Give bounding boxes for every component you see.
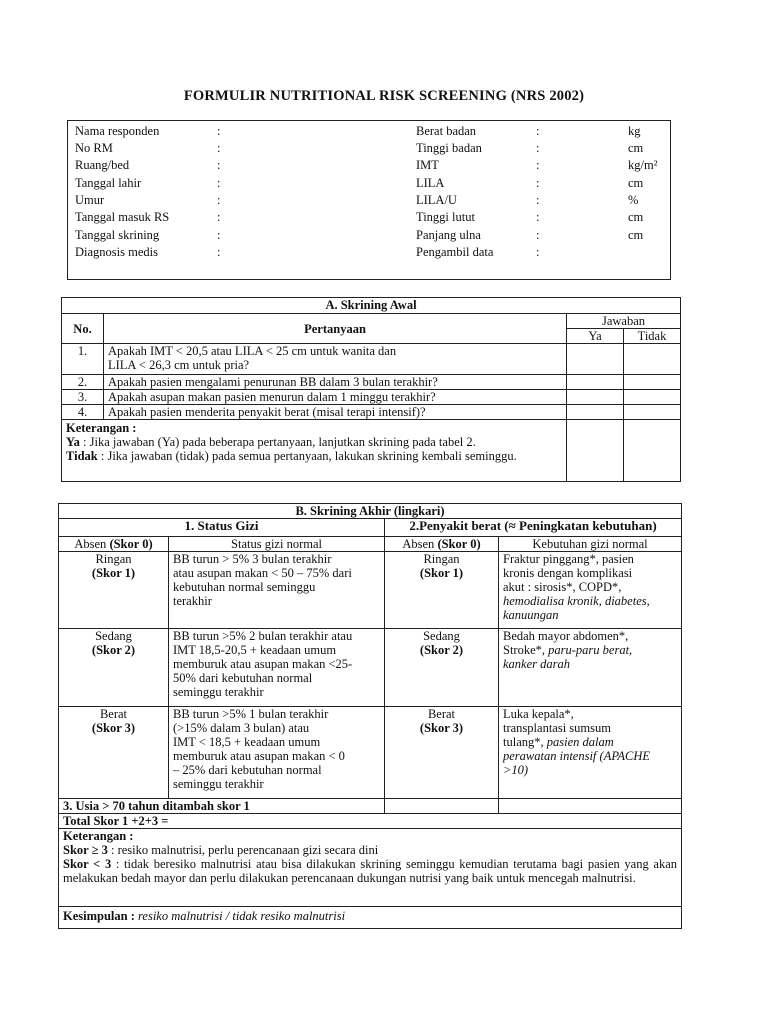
level-score: (Skor 3) (419, 721, 464, 735)
criteria-line: seminggu terakhir (173, 685, 264, 699)
age-empty-cell[interactable] (499, 799, 682, 814)
answer-yes-cell[interactable] (567, 390, 624, 405)
gizi-criteria (169, 707, 385, 799)
level-cell[interactable] (385, 552, 499, 629)
field-label: Diagnosis medis (75, 245, 158, 259)
question-line: Apakah IMT < 20,5 atau LILA < 25 cm untuk wanita dan (108, 344, 397, 358)
question-text: Apakah pasien mengalami penurunan BB dalam 3 bulan terakhir? (104, 375, 567, 390)
question-row (62, 375, 681, 390)
criteria-line: transplantasi sumsum (503, 721, 611, 735)
conclusion-cell (59, 907, 682, 929)
identity-row (68, 227, 670, 244)
col-yes-header: Ya (567, 329, 624, 344)
level-score: (Skor 3) (91, 721, 136, 735)
colon: : (536, 158, 540, 172)
answer-yes-cell[interactable] (567, 375, 624, 390)
score-row (59, 552, 682, 629)
criteria-line: hemodialisa kronik, diabetes, (503, 594, 650, 608)
answer-no-cell[interactable] (624, 390, 681, 405)
total-row (59, 814, 682, 829)
field-label: Ruang/bed (75, 158, 130, 172)
absen-label: Absen (74, 537, 107, 551)
level-cell[interactable] (59, 707, 169, 799)
final-screening-table (58, 503, 682, 929)
level-cell[interactable] (385, 707, 499, 799)
age-row (59, 799, 682, 814)
absen-cell[interactable] (385, 537, 499, 552)
criteria-line: kebutuhan normal seminggu (173, 580, 316, 594)
total-score-label: Total Skor 1 +2+3 = (59, 814, 682, 829)
colon: : (536, 228, 540, 242)
criteria-line: memburuk atau asupan makan <25- (173, 657, 353, 671)
question-text: Apakah pasien menderita penyakit berat (misal terapi intensif)? (104, 405, 567, 420)
note-title: Keterangan : (63, 829, 134, 843)
unit-label: cm (628, 176, 644, 190)
criteria-line: akut : sirosis*, COPD*, (503, 580, 622, 594)
colon: : (217, 245, 221, 259)
criteria-line: tulang*, (503, 735, 544, 749)
age-empty-cell[interactable] (385, 799, 499, 814)
identity-row (68, 244, 670, 261)
absen-gizi: Status gizi normal (169, 537, 385, 552)
criteria-line: 50% dari kebutuhan normal (173, 671, 313, 685)
level-cell[interactable] (59, 552, 169, 629)
level-score: (Skor 2) (91, 643, 136, 657)
level-label: Berat (427, 707, 456, 721)
absen-cell[interactable] (59, 537, 169, 552)
note-ya-text: : Jika jawaban (Ya) pada beberapa pertanyaan, lanjutkan skrining pada tabel 2. (79, 435, 476, 449)
note-text: : resiko malnutrisi, perlu perencanaan gizi secara dini (107, 843, 379, 857)
question-number: 1. (62, 344, 104, 375)
question-text: Apakah asupan makan pasien menurun dalam 1 minggu terakhir? (104, 390, 567, 405)
level-cell[interactable] (59, 629, 169, 707)
field-label: IMT (416, 158, 439, 172)
criteria-line: terakhir (173, 594, 212, 608)
colon: : (217, 141, 221, 155)
col-no-answer-header: Tidak (624, 329, 681, 344)
answer-no-cell[interactable] (624, 375, 681, 390)
colon: : (536, 193, 540, 207)
criteria-line: >10) (503, 763, 529, 777)
gizi-criteria (169, 629, 385, 707)
note-empty-cell (567, 420, 624, 482)
criteria-line: kanker darah (503, 657, 570, 671)
note-empty-cell (624, 420, 681, 482)
status-gizi-heading: 1. Status Gizi (59, 519, 385, 537)
field-label: No RM (75, 141, 113, 155)
criteria-line: pasien dalam (546, 735, 614, 749)
colon: : (217, 228, 221, 242)
absen-score: (Skor 0) (437, 537, 481, 551)
identity-row (68, 123, 670, 140)
penyakit-criteria (499, 629, 682, 707)
unit-label: cm (628, 228, 644, 242)
absen-label: Absen (402, 537, 435, 551)
note-key: Skor < 3 (63, 857, 112, 871)
col-question-header: Pertanyaan (104, 314, 567, 344)
level-score: (Skor 1) (419, 566, 464, 580)
section-b-heading: B. Skrining Akhir (lingkari) (59, 504, 682, 519)
colon: : (536, 210, 540, 224)
answer-no-cell[interactable] (624, 344, 681, 375)
question-row (62, 405, 681, 420)
gizi-criteria (169, 552, 385, 629)
criteria-line: – 25% dari kebutuhan normal (173, 763, 322, 777)
conclusion-label: Kesimpulan : (63, 909, 135, 923)
absen-penyakit: Kebutuhan gizi normal (499, 537, 682, 552)
field-label: Nama responden (75, 124, 160, 138)
criteria-line: IMT 18,5-20,5 + keadaan umum (173, 643, 337, 657)
score-row (59, 629, 682, 707)
field-label: Panjang ulna (416, 228, 481, 242)
section-a-note (62, 420, 567, 482)
penyakit-criteria (499, 707, 682, 799)
note-ya-key: Ya (66, 435, 80, 449)
unit-label: kg/m² (628, 158, 658, 172)
criteria-line: Stroke*, (503, 643, 546, 657)
field-label: Tanggal lahir (75, 176, 142, 190)
colon: : (217, 210, 221, 224)
note-row (59, 829, 682, 907)
colon: : (536, 245, 540, 259)
absen-score: (Skor 0) (109, 537, 153, 551)
initial-screening-table (61, 297, 681, 482)
question-number: 4. (62, 405, 104, 420)
criteria-line: paru-paru berat, (548, 643, 633, 657)
field-label: LILA (416, 176, 445, 190)
criteria-line: BB turun > 5% 3 bulan terakhir (173, 552, 332, 566)
col-answer-header: Jawaban (567, 314, 681, 329)
colon: : (217, 124, 221, 138)
penyakit-berat-heading: 2.Penyakit berat (≈ Peningkatan kebutuhan) (385, 519, 682, 537)
question-number: 3. (62, 390, 104, 405)
question-number: 2. (62, 375, 104, 390)
unit-label: % (628, 193, 639, 207)
note-key: Skor ≥ 3 (63, 843, 108, 857)
level-label: Ringan (423, 552, 460, 566)
field-label: Berat badan (416, 124, 477, 138)
criteria-line: Fraktur pinggang*, pasien (503, 552, 634, 566)
criteria-line: IMT < 18,5 + keadaan umum (173, 735, 321, 749)
conclusion-value: resiko malnutrisi / tidak resiko malnutrisi (138, 909, 346, 923)
level-cell[interactable] (385, 629, 499, 707)
colon: : (536, 141, 540, 155)
answer-yes-cell[interactable] (567, 405, 624, 420)
question-text (104, 344, 567, 375)
colon: : (536, 124, 540, 138)
criteria-line: Luka kepala*, (503, 707, 574, 721)
question-row (62, 390, 681, 405)
colon: : (217, 176, 221, 190)
identity-row (68, 157, 670, 174)
level-label: Ringan (95, 552, 132, 566)
criteria-line: perawatan intensif (APACHE (503, 749, 650, 763)
criteria-line: (>15% dalam 3 bulan) atau (173, 721, 310, 735)
field-label: Tinggi lutut (416, 210, 475, 224)
col-no-header: No. (62, 314, 104, 344)
note-tidak-key: Tidak (66, 449, 98, 463)
field-label: Tinggi badan (416, 141, 482, 155)
note-row (62, 420, 681, 482)
level-label: Berat (99, 707, 128, 721)
field-label: Pengambil data (416, 245, 494, 259)
section-a-heading: A. Skrining Awal (62, 298, 681, 314)
level-score: (Skor 2) (419, 643, 464, 657)
unit-label: kg (628, 124, 641, 138)
question-line: LILA < 26,3 cm untuk pria? (108, 358, 250, 372)
note-title: Keterangan : (66, 421, 137, 435)
criteria-line: seminggu terakhir (173, 777, 264, 791)
criteria-line: atau asupan makan < 50 – 75% dari (173, 566, 352, 580)
conclusion-row (59, 907, 682, 929)
form-title: FORMULIR NUTRITIONAL RISK SCREENING (NRS 2002) (183, 88, 585, 104)
unit-label: cm (628, 141, 644, 155)
answer-yes-cell[interactable] (567, 344, 624, 375)
criteria-line: BB turun >5% 2 bulan terakhir atau (173, 629, 353, 643)
colon: : (536, 176, 540, 190)
criteria-line: memburuk atau asupan makan < 0 (173, 749, 345, 763)
colon: : (217, 158, 221, 172)
field-label: Umur (75, 193, 105, 207)
identity-row (68, 175, 670, 192)
note-text: : tidak beresiko malnutrisi atau bisa dilakukan skrining seminggu kemudian terutama bagi pasien yang akan melakukan bedah mayor dan perlu dilakukan perencanaan dukungan nutrisi yang baik untuk mencegah malnutrisi. (63, 857, 677, 885)
criteria-line: Bedah mayor abdomen*, (503, 629, 629, 643)
penyakit-criteria (499, 552, 682, 629)
colon: : (217, 193, 221, 207)
level-label: Sedang (95, 629, 132, 643)
field-label: Tanggal masuk RS (75, 210, 170, 224)
field-label: LILA/U (416, 193, 457, 207)
level-label: Sedang (423, 629, 460, 643)
note-tidak-text: : Jika jawaban (tidak) pada semua pertanyaan, lakukan skrining kembali seminggu. (97, 449, 517, 463)
answer-no-cell[interactable] (624, 405, 681, 420)
criteria-line: BB turun >5% 1 bulan terakhir (173, 707, 329, 721)
score-row (59, 707, 682, 799)
age-label: 3. Usia > 70 tahun ditambah skor 1 (59, 799, 385, 814)
identity-row (68, 209, 670, 226)
criteria-line: kronis dengan komplikasi (503, 566, 633, 580)
identity-box (67, 120, 671, 280)
level-score: (Skor 1) (91, 566, 136, 580)
section-b-note (59, 829, 682, 907)
identity-row (68, 140, 670, 157)
criteria-line: kanuungan (503, 608, 559, 622)
question-row (62, 344, 681, 375)
field-label: Tanggal skrining (75, 228, 160, 242)
unit-label: cm (628, 210, 644, 224)
identity-row (68, 192, 670, 209)
